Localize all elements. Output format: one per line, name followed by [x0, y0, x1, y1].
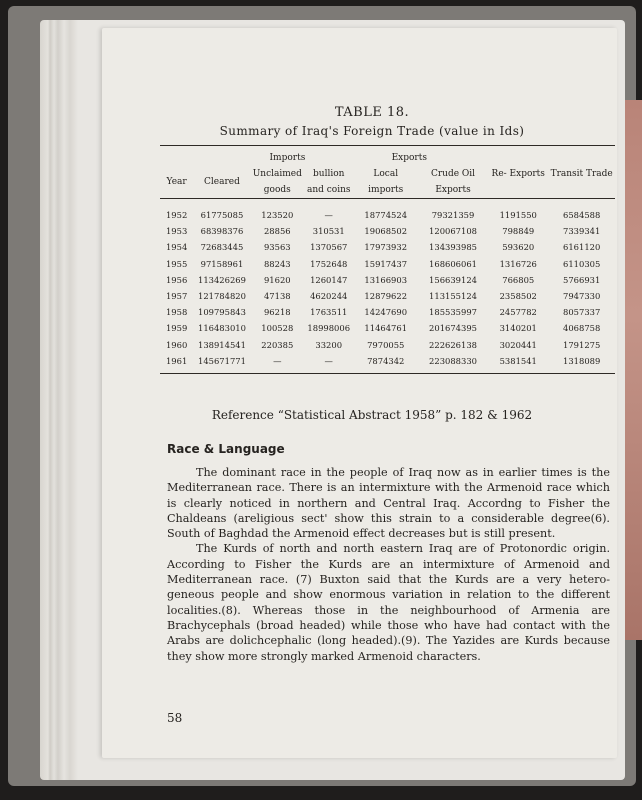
table-row — [160, 239, 615, 255]
cell-local: 17973932 — [364, 242, 408, 253]
col-header-re-exports: Re- Exports — [491, 169, 545, 179]
cell-year: 1957 — [165, 291, 188, 302]
page-number: 58 — [167, 711, 183, 725]
section-body — [167, 465, 610, 664]
cell-re-exports: 593620 — [502, 242, 535, 253]
cell-year: 1958 — [165, 307, 188, 318]
table-row — [160, 288, 615, 304]
cell-cleared: 97158961 — [200, 258, 244, 269]
cell-local: 13166903 — [364, 274, 408, 285]
table-top-rule — [160, 145, 615, 146]
cell-bullion: 4620244 — [310, 291, 348, 302]
cell-crude: 223088330 — [429, 355, 477, 366]
cell-year: 1959 — [165, 323, 188, 334]
cell-unclaimed: 88243 — [263, 258, 291, 269]
cell-transit: 4068758 — [563, 323, 601, 334]
cell-bullion: 1260147 — [310, 274, 348, 285]
paragraph: The dominant race in the people of Iraq now as in earlier times is the Mediterranean race. There is an intermixture with the Armenoid race which is clearly noticed in northern and Central Iraq. Accordng to Fisher the Chaldeans (areligious sect' show this strain to a considerable degree(6). South of Baghdad the Armenoid effect decreases but is still present. — [167, 466, 610, 541]
cell-crude: 201674395 — [429, 323, 477, 334]
cell-transit: 1318089 — [563, 355, 601, 366]
col-header-cleared: Cleared — [204, 177, 240, 187]
cell-local: 14247690 — [364, 307, 408, 318]
cell-unclaimed: 100528 — [261, 323, 294, 334]
col-header-bullion: bullion and coins — [306, 169, 351, 195]
table-row — [160, 256, 615, 272]
cell-re-exports: 3140201 — [499, 323, 537, 334]
paragraph: The Kurds of north and north eastern Iraq are of Protonordic origin. According to Fisher the Kurds are an intermixture of Armenoid and Mediterranean race. (7) Buxton said that the Kurds are a very hetero-geneous people and show enormous variation in relation to the different localities.(8). Whereas those in the neighbourhood of Armenia are Brachycephals (broad headed) while those who have had contact with the Arabs are dolichcephalic (long headed).(9). The Yazides are Kurds because they show more strongly marked Armenoid characters. — [167, 542, 610, 663]
cell-re-exports: 1191550 — [499, 210, 537, 221]
trade-table — [160, 150, 615, 374]
cell-unclaimed: 91620 — [263, 274, 291, 285]
cell-re-exports: 2457782 — [499, 307, 537, 318]
page-content — [102, 28, 617, 758]
cell-unclaimed: 220385 — [261, 339, 294, 350]
cell-bullion: 18998006 — [307, 323, 351, 334]
table-row — [160, 353, 615, 369]
cell-transit: 1791275 — [563, 339, 601, 350]
table-body — [160, 199, 615, 374]
cell-bullion: 33200 — [315, 339, 343, 350]
cell-local: 19068502 — [364, 226, 408, 237]
cell-transit: 6161120 — [563, 242, 601, 253]
table-row — [160, 272, 615, 288]
table-row — [160, 337, 615, 353]
cell-bullion: — — [324, 355, 333, 366]
cell-re-exports: 5381541 — [499, 355, 537, 366]
col-header-local: Local imports — [368, 169, 404, 195]
cell-re-exports: 3020441 — [499, 339, 537, 350]
cell-year: 1960 — [165, 339, 188, 350]
cell-year: 1956 — [165, 274, 188, 285]
cell-transit: 6584588 — [563, 210, 601, 221]
table-row — [160, 304, 615, 320]
cell-unclaimed: 93563 — [263, 242, 291, 253]
cell-local: 7970055 — [367, 339, 405, 350]
cell-crude: 134393985 — [429, 242, 477, 253]
cell-local: 15917437 — [364, 258, 408, 269]
cell-cleared: 113426269 — [197, 274, 246, 285]
col-header-transit: Transit Trade — [550, 169, 613, 179]
cell-transit: 6110305 — [563, 258, 601, 269]
table-column-header-row — [160, 166, 615, 199]
cell-transit: 8057337 — [563, 307, 601, 318]
table-row — [160, 207, 615, 223]
cell-cleared: 116483010 — [197, 323, 246, 334]
exports-group-header: Exports — [391, 153, 427, 163]
cell-bullion: 1763511 — [310, 307, 348, 318]
cell-local: 7874342 — [367, 355, 405, 366]
cell-unclaimed: 47138 — [263, 291, 291, 302]
cell-local: 18774524 — [364, 210, 408, 221]
section-heading: Race & Language — [167, 442, 285, 456]
cell-local: 11464761 — [364, 323, 408, 334]
cell-year: 1952 — [165, 210, 188, 221]
cell-cleared: 72683445 — [200, 242, 244, 253]
cell-crude: 79321359 — [431, 210, 475, 221]
table-row — [160, 320, 615, 336]
col-header-year: Year — [166, 177, 187, 187]
cell-bullion: 310531 — [312, 226, 345, 237]
cell-year: 1955 — [165, 258, 188, 269]
col-header-unclaimed: Unclaimed goods — [252, 169, 302, 195]
cell-transit: 7947330 — [563, 291, 601, 302]
cell-unclaimed: 123520 — [261, 210, 294, 221]
cell-re-exports: 2358502 — [499, 291, 537, 302]
cell-cleared: 109795843 — [197, 307, 246, 318]
table-subtitle: Summary of Iraq's Foreign Trade (value in Ids) — [219, 124, 525, 138]
cell-crude: 120067108 — [429, 226, 477, 237]
cell-cleared: 61775085 — [200, 210, 244, 221]
cell-bullion: 1370567 — [310, 242, 348, 253]
cell-local: 12879622 — [364, 291, 408, 302]
cell-year: 1961 — [165, 355, 188, 366]
cell-cleared: 138914541 — [197, 339, 246, 350]
cell-re-exports: 798849 — [502, 226, 535, 237]
cell-cleared: 68398376 — [200, 226, 244, 237]
table-title: TABLE 18. — [334, 105, 410, 120]
imports-group-header: Imports — [269, 153, 306, 163]
cell-crude: 168606061 — [429, 258, 477, 269]
book-page — [102, 28, 617, 758]
cell-re-exports: 1316726 — [499, 258, 537, 269]
cell-year: 1954 — [165, 242, 188, 253]
cell-unclaimed: — — [273, 355, 282, 366]
cell-crude: 156639124 — [429, 274, 477, 285]
cell-bullion: — — [324, 210, 333, 221]
cell-year: 1953 — [165, 226, 188, 237]
cell-crude: 185535997 — [429, 307, 477, 318]
cell-unclaimed: 96218 — [263, 307, 291, 318]
cell-crude: 222626138 — [429, 339, 477, 350]
cell-cleared: 145671771 — [197, 355, 246, 366]
cell-unclaimed: 28856 — [263, 226, 291, 237]
cell-bullion: 1752648 — [310, 258, 348, 269]
cell-transit: 5766931 — [563, 274, 601, 285]
table-group-header-row — [160, 150, 615, 166]
cell-cleared: 121784820 — [197, 291, 246, 302]
cell-transit: 7339341 — [563, 226, 601, 237]
table-row — [160, 223, 615, 239]
table-reference: Reference “Statistical Abstract 1958” p. 182 & 1962 — [211, 408, 533, 422]
col-header-crude: Crude Oil Exports — [430, 169, 476, 195]
cell-re-exports: 766805 — [502, 274, 535, 285]
cell-crude: 113155124 — [429, 291, 477, 302]
